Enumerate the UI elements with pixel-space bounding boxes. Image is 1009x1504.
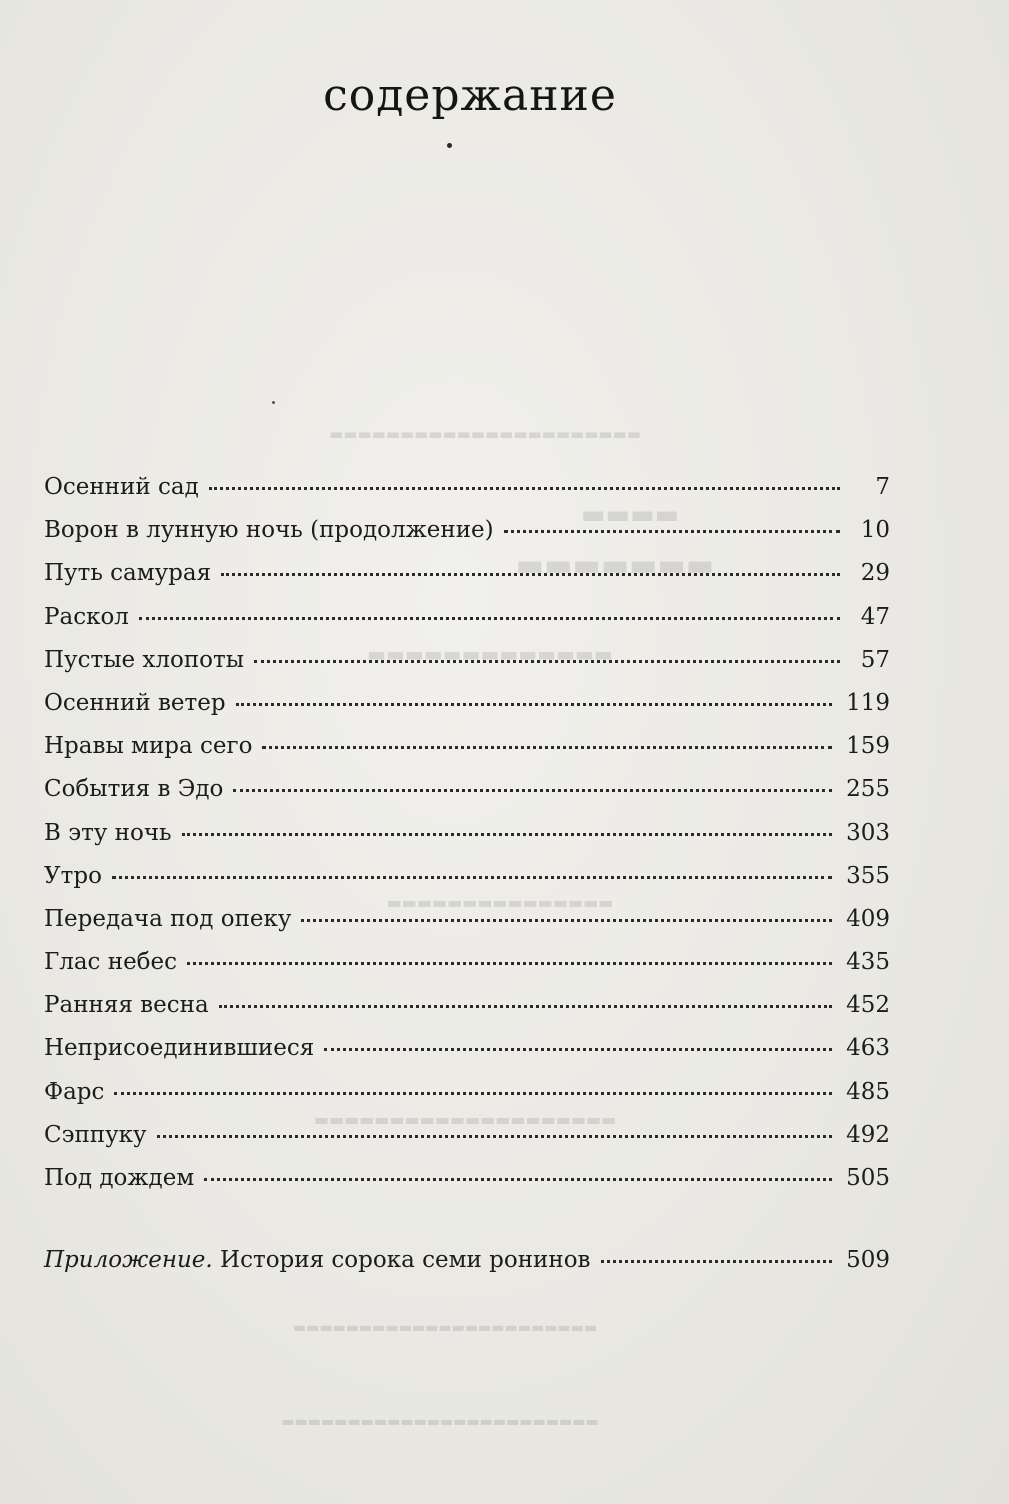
toc-entry-page: 435 (846, 949, 890, 976)
toc-appendix-row (44, 1239, 890, 1282)
toc-entry-page: 255 (846, 776, 890, 803)
toc-appendix-label: Приложение. (44, 1247, 213, 1273)
toc-entry (44, 984, 890, 1027)
toc-entry-page: 463 (846, 1035, 890, 1062)
toc-entry-title: Осенний сад (44, 474, 199, 500)
toc-entry-title: Путь самурая (44, 560, 212, 587)
show-through-line: ▬▬▬▬▬▬▬ (515, 548, 715, 583)
toc-appendix-page: 509 (846, 1247, 890, 1273)
dot-leader (301, 897, 832, 922)
toc-entry-page: 159 (846, 733, 890, 760)
toc-entry-title: Утро (44, 862, 102, 889)
show-through-line: ▬▬▬▬▬▬▬▬▬▬▬▬▬▬▬▬▬▬▬▬▬▬ (329, 425, 641, 443)
show-through-line: ▬▬▬▬▬▬▬▬▬▬▬▬▬▬▬ (386, 893, 614, 912)
toc-entry-title: В эту ночь (44, 819, 172, 846)
show-through-line: ▬▬▬▬▬▬▬▬▬▬▬▬▬▬▬▬▬▬▬▬ (313, 1110, 617, 1129)
toc-entry (44, 596, 890, 639)
toc-entry (44, 725, 890, 768)
toc-entry-title: Глас небес (44, 949, 178, 976)
dot-leader (254, 638, 840, 666)
dot-leader (221, 551, 840, 576)
toc-entry-page: 119 (846, 689, 890, 716)
toc-entry-title: Фарс (44, 1078, 105, 1105)
toc-entry-title: События в Эдо (44, 776, 224, 803)
toc-entry-page: 303 (846, 819, 890, 846)
toc-entry (44, 1027, 890, 1070)
paper-speck (272, 401, 275, 404)
toc-entry-title: Передача под опеку (44, 905, 292, 932)
toc-entry (44, 812, 890, 855)
toc-entry-page: 409 (846, 905, 890, 932)
toc-entry-page: 57 (860, 646, 890, 673)
dot-leader (324, 1026, 832, 1051)
show-through-line: ▬▬▬▬▬▬▬▬▬▬▬▬▬ (367, 642, 613, 666)
dot-leader (187, 940, 832, 965)
dot-leader (262, 724, 832, 749)
toc-entry-page: 10 (860, 517, 890, 544)
dot-leader (219, 983, 832, 1008)
dot-leader (157, 1113, 833, 1138)
dot-leader (209, 465, 840, 490)
toc-entry (44, 552, 890, 595)
toc-entry (44, 1157, 890, 1200)
toc-entry-title: Сэппуку (44, 1121, 147, 1148)
title-ornament-dot (447, 143, 452, 148)
dot-leader (204, 1156, 832, 1181)
toc-entry-page: 452 (846, 992, 890, 1019)
table-of-contents (44, 466, 890, 1200)
toc-entry-page: 485 (846, 1078, 890, 1105)
toc-entry-title: Нравы мира сего (44, 733, 253, 760)
dot-leader (504, 508, 840, 533)
toc-entry-page: 505 (846, 1165, 890, 1191)
toc-entry-page: 492 (846, 1121, 890, 1148)
toc-entry (44, 639, 890, 682)
toc-entry-page: 29 (860, 560, 890, 587)
dot-leader (112, 854, 832, 879)
toc-entry-title: Ранняя весна (44, 992, 209, 1019)
dot-leader (182, 811, 833, 836)
toc-appendix-title (44, 1239, 597, 1282)
dot-leader (114, 1070, 832, 1095)
toc-entry-title: Ворон в лунную ночь (продолжение) (44, 517, 494, 544)
dot-leader (139, 595, 840, 620)
toc-entry-title: Неприсоединившиеся (44, 1035, 315, 1062)
toc-entry (44, 768, 890, 811)
toc-entry (44, 1114, 890, 1157)
toc-entry (44, 682, 890, 725)
page-title: содержание (323, 70, 617, 121)
dot-leader (601, 1238, 833, 1263)
toc-entry (44, 855, 890, 898)
toc-entry (44, 466, 890, 509)
dot-leader (233, 767, 832, 792)
toc-entry-page: 355 (846, 862, 890, 889)
toc-entry-page: 7 (875, 474, 890, 500)
toc-entry-title: Под дождем (44, 1165, 195, 1191)
toc-entry (44, 509, 890, 552)
toc-entry (44, 898, 890, 941)
toc-appendix-text: История сорока семи ронинов (220, 1247, 591, 1273)
toc-entry (44, 941, 890, 984)
toc-entry-title: Раскол (44, 603, 129, 630)
toc-entry-title: Осенний ветер (44, 689, 226, 716)
show-through-line: ▬▬▬▬ (580, 500, 680, 530)
show-through-line: ▬▬▬▬▬▬▬▬▬▬▬▬▬▬▬▬▬▬▬▬▬▬▬ (292, 1320, 598, 1336)
toc-entry (44, 1071, 890, 1114)
toc-entry-page: 47 (860, 603, 890, 630)
toc-entry-title: Пустые хлопоты (44, 646, 245, 673)
show-through-line: ▬▬▬▬▬▬▬▬▬▬▬▬▬▬▬▬▬▬▬▬▬▬▬▬ (281, 1414, 599, 1430)
dot-leader (236, 681, 832, 706)
